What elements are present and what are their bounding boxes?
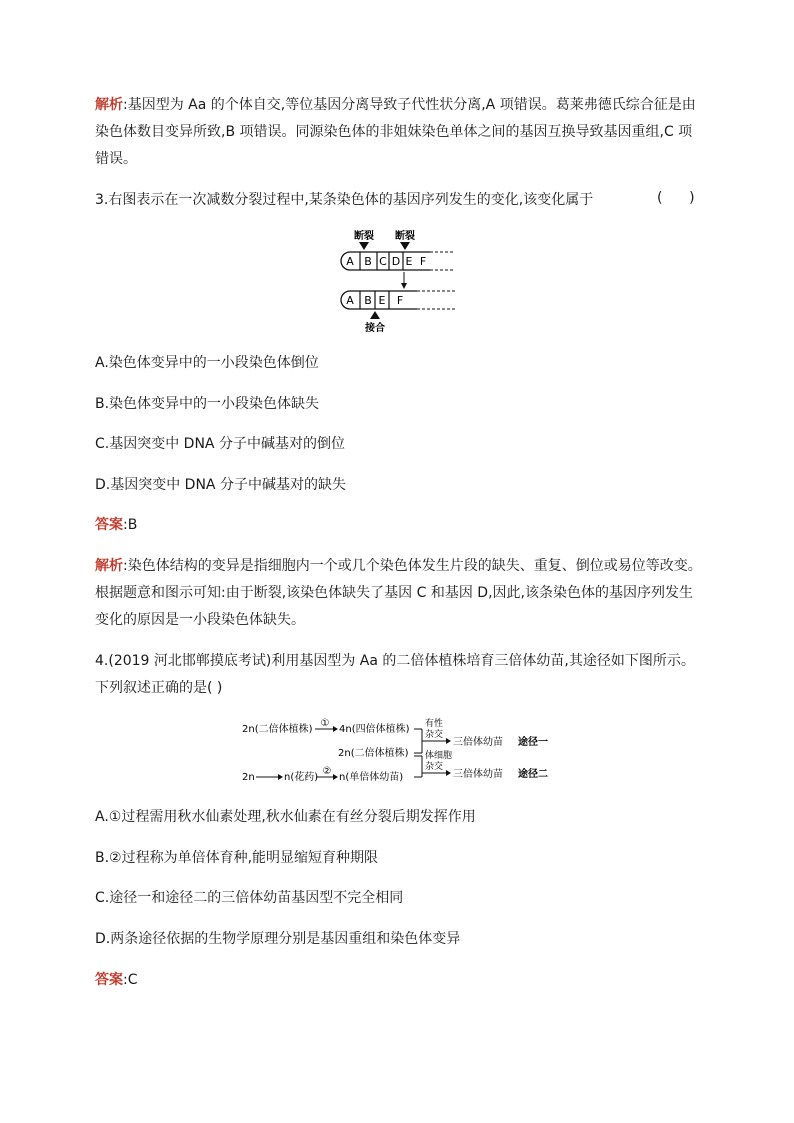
path-1-label: 途径一 bbox=[518, 737, 548, 748]
top-gene-f: F bbox=[419, 255, 427, 268]
q4-answer bbox=[95, 970, 138, 990]
q4-option-b: B.②过程称为单倍体育种,能明显缩短育种期限 bbox=[95, 850, 379, 866]
break-label-2: 断裂 bbox=[395, 231, 415, 242]
q3-answer-value: :B bbox=[123, 517, 138, 533]
bottom-gene-b: B bbox=[364, 294, 372, 307]
top-gene-c: C bbox=[379, 255, 387, 268]
result-1: 三倍体幼苗 bbox=[453, 737, 503, 748]
break-arrow-2 bbox=[400, 242, 410, 250]
r3-start: 2n bbox=[242, 772, 255, 783]
q3-analysis-line-3: 变化的原因是一小段染色体缺失。 bbox=[95, 612, 305, 628]
r2-method-b: 杂交 bbox=[425, 762, 444, 772]
r2-method-a: 体细胞 bbox=[425, 751, 453, 761]
result-2: 三倍体幼苗 bbox=[453, 769, 503, 780]
analysis-line-2: 染色体数目变异所致,B 项错误。同源染色体的非姐妹染色单体之间的基因互换导致基因重组,C 项 bbox=[95, 124, 693, 140]
r1-step-label: ① bbox=[320, 718, 330, 729]
q4-option-d: D.两条途径依据的生物学原理分别是基因重组和染色体变异 bbox=[95, 931, 461, 947]
bottom-gene-a: A bbox=[346, 294, 354, 307]
r3-step-label: ② bbox=[322, 766, 332, 777]
q4-answer-value: :C bbox=[123, 972, 138, 988]
bottom-gene-f: F bbox=[396, 294, 404, 307]
q4-stem-line-2: 下列叙述正确的是( ) bbox=[95, 680, 223, 696]
bottom-gene-e: E bbox=[378, 294, 386, 307]
q3-option-b: B.染色体变异中的一小段染色体缺失 bbox=[95, 396, 320, 412]
top-gene-e: E bbox=[405, 255, 413, 268]
analysis-text: :基因型为 Aa 的个体自交,等位基因分离导致子代性状分离,A 项错误。葛莱弗德氏综合征是由 bbox=[123, 97, 696, 113]
top-gene-b: B bbox=[364, 255, 372, 268]
q3-analysis-label: 解析 bbox=[95, 558, 123, 574]
q3-answer-bracket: ( ) bbox=[657, 190, 695, 206]
break-label-1: 断裂 bbox=[354, 231, 374, 242]
top-gene-d: D bbox=[391, 255, 401, 268]
r2-start: 2n(二倍体植株) bbox=[338, 748, 409, 759]
r1-method-a: 有性 bbox=[425, 719, 444, 729]
join-label: 接合 bbox=[365, 323, 385, 334]
break-arrow-1 bbox=[359, 242, 369, 250]
join-arrow bbox=[370, 311, 380, 319]
r1-mid: 4n(四倍体植株) bbox=[339, 724, 410, 735]
r3-mid: n(花药) bbox=[284, 772, 319, 783]
q3-analysis-text: :染色体结构的变异是指细胞内一个或几个染色体发生片段的缺失、重复、倒位或易位等改变。 bbox=[123, 558, 702, 574]
q4-answer-label: 答案 bbox=[95, 972, 123, 988]
q3-stem: 3.右图表示在一次减数分裂过程中,某条染色体的基因序列发生的变化,该变化属于 bbox=[95, 192, 594, 208]
analysis-line-3: 错误。 bbox=[95, 151, 137, 167]
q4-stem-line-1: 4.(2019 河北邯郸摸底考试)利用基因型为 Aa 的二倍体植株培育三倍体幼苗,其途径如下图所示。 bbox=[95, 653, 695, 669]
q3-analysis-line-1 bbox=[95, 556, 702, 576]
r1-method-b: 杂交 bbox=[425, 730, 444, 740]
q3-answer-label: 答案 bbox=[95, 517, 123, 533]
analysis-line-1 bbox=[95, 95, 696, 115]
q4-breeding-figure bbox=[238, 716, 558, 788]
q4-option-a: A.①过程需用秋水仙素处理,秋水仙素在有丝分裂后期发挥作用 bbox=[95, 809, 476, 825]
top-gene-a: A bbox=[346, 255, 354, 268]
r3-end: n(单倍体幼苗) bbox=[339, 772, 404, 783]
q3-option-d: D.基因突变中 DNA 分子中碱基对的缺失 bbox=[95, 477, 346, 493]
q3-analysis-line-2: 根据题意和图示可知:由于断裂,该染色体缺失了基因 C 和基因 D,因此,该条染色体的基因序列发生 bbox=[95, 585, 693, 601]
q4-option-c: C.途径一和途径二的三倍体幼苗基因型不完全相同 bbox=[95, 890, 404, 906]
q3-answer bbox=[95, 515, 137, 535]
r1-start: 2n(二倍体植株) bbox=[242, 724, 313, 735]
q3-chromosome-figure bbox=[330, 228, 460, 334]
q3-option-c: C.基因突变中 DNA 分子中碱基对的倒位 bbox=[95, 436, 345, 452]
path-2-label: 途径二 bbox=[518, 769, 548, 780]
q3-option-a: A.染色体变异中的一小段染色体倒位 bbox=[95, 355, 319, 371]
analysis-label: 解析 bbox=[95, 97, 123, 113]
